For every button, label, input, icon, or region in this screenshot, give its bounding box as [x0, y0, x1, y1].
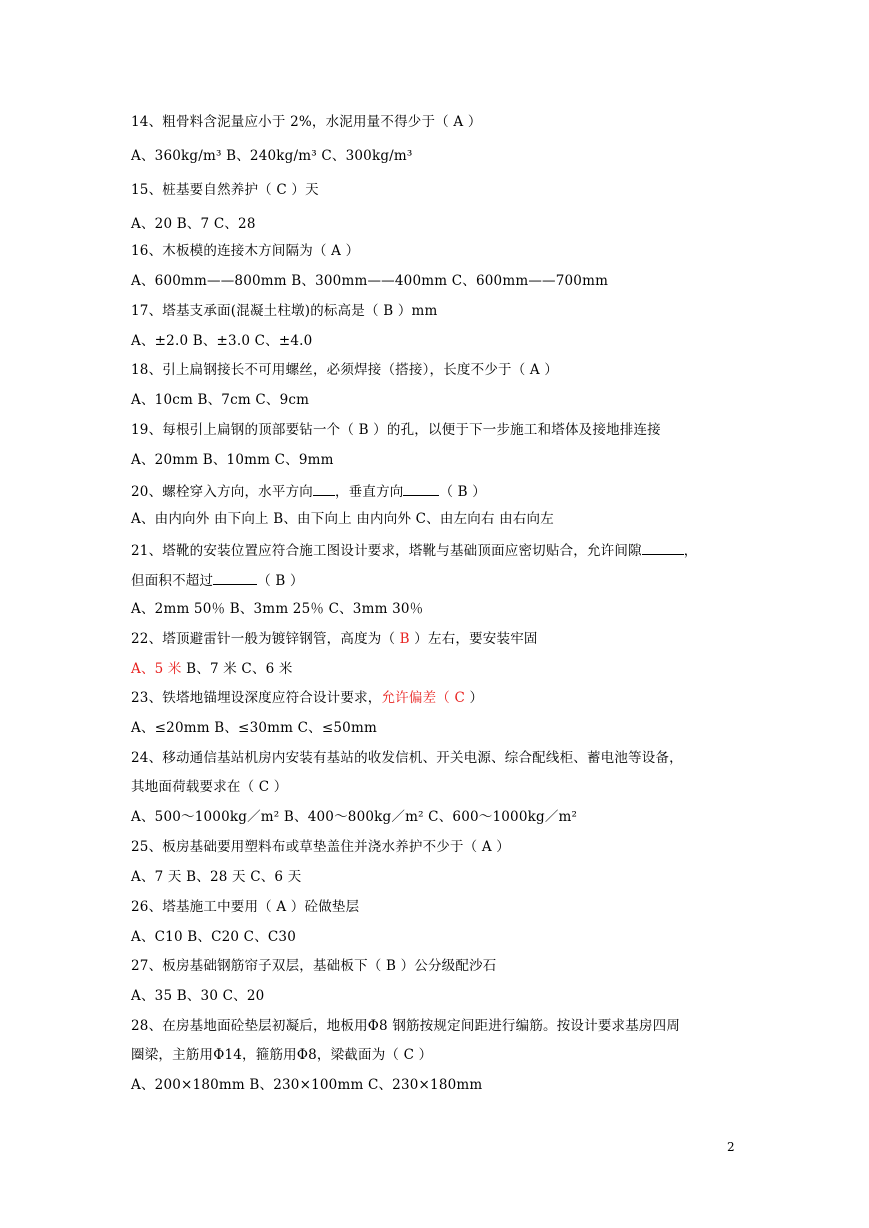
blank-gap: [642, 540, 684, 555]
question-25: 25、板房基础要用塑料布或草垫盖住并浇水养护不少于（ A ）: [131, 839, 511, 855]
question-20-part3: （ B ）: [439, 484, 486, 500]
blank-vertical: [403, 481, 439, 496]
options-15: A、20 B、7 C、28: [131, 216, 256, 232]
page-number: 2: [727, 1140, 735, 1154]
question-23: [131, 689, 483, 707]
question-28-line2: 圈梁，主筋用Φ14，箍筋用Φ8，梁截面为（ C ）: [131, 1047, 433, 1063]
options-17: A、±2.0 B、±3.0 C、±4.0: [131, 333, 313, 349]
question-20-part2: ，垂直方向: [334, 484, 404, 500]
question-23-part2: ）: [465, 690, 484, 706]
question-22-part1: 22、塔顶避雷针一般为镀锌钢管，高度为（: [131, 631, 400, 647]
question-22-part2: ）左右，要安装牢固: [409, 631, 538, 647]
options-18: A、10cm B、7cm C、9cm: [131, 392, 310, 408]
question-21-part4: （ B ）: [257, 573, 304, 589]
question-21-part2: ，: [683, 543, 698, 559]
options-22-rest: B、7 米 C、6 米: [181, 661, 293, 677]
question-24-line1: 24、移动通信基站机房内安装有基站的收发信机、开关电源、综合配线柜、蓄电池等设备，: [131, 750, 683, 766]
question-20: [131, 481, 486, 501]
question-18: 18、引上扁钢接长不可用螺丝，必须焊接（搭接），长度不少于（ A ）: [131, 362, 559, 378]
options-26: A、C10 B、C20 C、C30: [131, 929, 297, 945]
options-19: A、20mm B、10mm C、9mm: [131, 452, 334, 468]
question-26: 26、塔基施工中要用（ A ）砼做垫层: [131, 899, 360, 915]
question-15: 15、桩基要自然养护（ C ）天: [131, 182, 319, 198]
question-14: 14、粗骨料含泥量应小于 2%，水泥用量不得少于（ A ）: [131, 114, 482, 130]
question-17: 17、塔基支承面(混凝土柱墩)的标高是（ B ）mm: [131, 303, 438, 319]
question-16: 16、木板模的连接木方间隔为（ A ）: [131, 243, 360, 259]
question-21-line2: [131, 570, 304, 590]
question-19: 19、每根引上扁钢的顶部要钻一个（ B ）的孔，以便于下一步施工和塔体及接地排连接: [131, 422, 661, 438]
options-24: A、500～1000kg／m² B、400～800kg／m² C、600～1000kg／m²: [131, 809, 578, 825]
question-24-line2: 其地面荷载要求在（ C ）: [131, 779, 288, 795]
question-21-part1: 21、塔靴的安装位置应符合施工图设计要求，塔靴与基础顶面应密切贴合，允许间隙: [131, 543, 642, 559]
question-21-line1: [131, 540, 697, 560]
question-20-part1: 20、螺栓穿入方向，水平方向: [131, 484, 313, 500]
options-23: A、≤20mm B、≤30mm C、≤50mm: [131, 720, 377, 736]
option-22-a: A、5 米: [131, 661, 182, 677]
answer-23: 允许偏差（ C: [381, 690, 466, 706]
options-22: [131, 660, 293, 678]
options-25: A、7 天 B、28 天 C、6 天: [131, 869, 302, 885]
options-16: A、600mm——800mm B、300mm——400mm C、600mm——700mm: [131, 273, 609, 289]
options-27: A、35 B、30 C、20: [131, 988, 265, 1004]
blank-horizontal: [313, 481, 335, 496]
options-14: A、360kg/m³ B、240kg/m³ C、300kg/m³: [131, 148, 413, 164]
question-27: 27、板房基础钢筋帘子双层，基础板下（ B ）公分级配沙石: [131, 958, 497, 974]
answer-22: B: [399, 631, 410, 647]
options-20: A、由内向外 由下向上 B、由下向上 由内向外 C、由左向右 由右向左: [131, 511, 554, 527]
options-28: A、200×180mm B、230×100mm C、230×180mm: [131, 1077, 483, 1093]
blank-area: [213, 570, 257, 585]
question-21-part3: 但面积不超过: [131, 573, 214, 589]
question-28-line1: 28、在房基地面砼垫层初凝后，地板用Φ8 钢筋按规定间距进行编筋。按设计要求基房四周: [131, 1018, 681, 1034]
question-22: [131, 630, 538, 648]
question-23-part1: 23、铁塔地锚埋设深度应符合设计要求，: [131, 690, 382, 706]
options-21: A、2mm 50％ B、3mm 25％ C、3mm 30％: [131, 601, 424, 617]
